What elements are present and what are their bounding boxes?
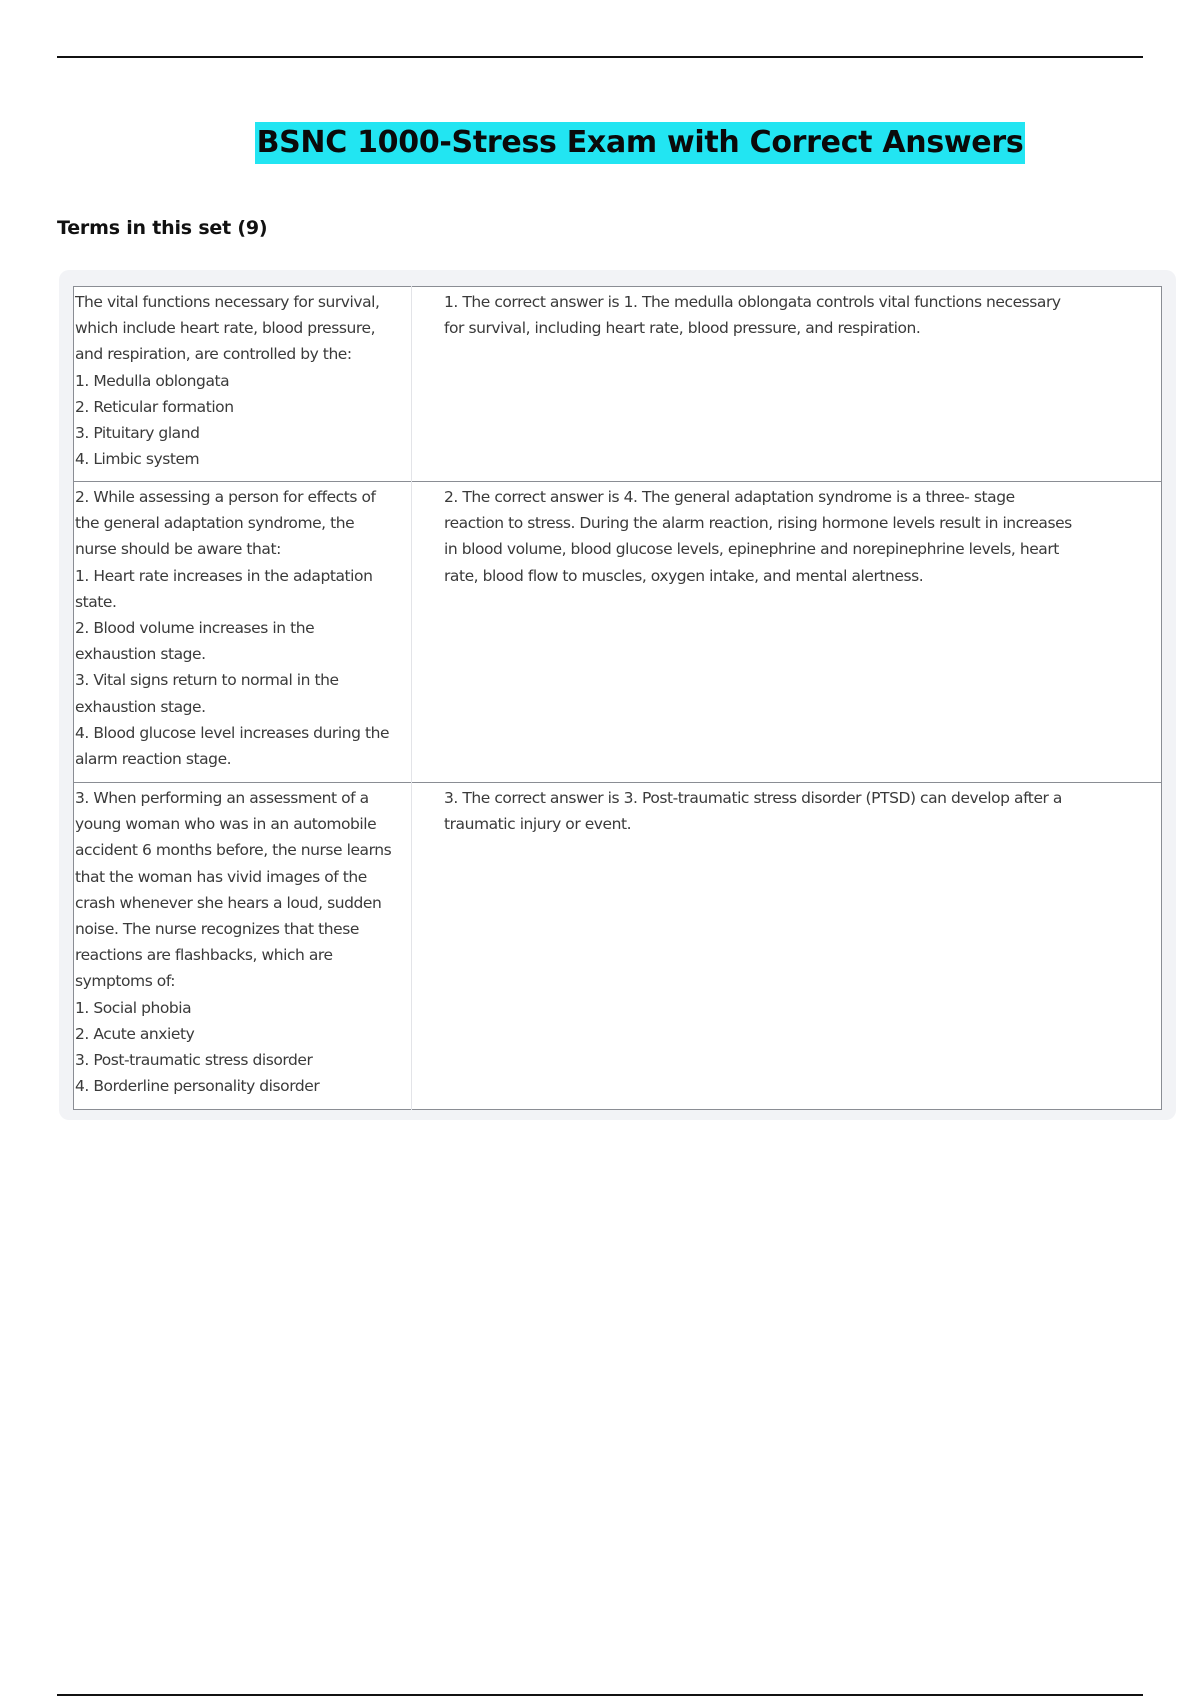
question-cell [74, 482, 412, 783]
answer-option: exhaustion stage. [75, 697, 206, 716]
question-line: 3. When performing an assessment of a [75, 789, 369, 807]
answer-option: 3. Post-traumatic stress disorder [75, 1051, 313, 1070]
answer-option: 4. Blood glucose level increases during the [75, 723, 390, 742]
answer-cell [412, 482, 1162, 783]
question-line: that the woman has vivid images of the [75, 867, 367, 886]
question-cell [74, 287, 412, 482]
answer-option: 1. Social phobia [75, 998, 192, 1017]
answer-line: traumatic injury or event. [444, 815, 632, 834]
title-container [0, 122, 1200, 164]
terms-set-heading: Terms in this set (9) [57, 217, 268, 239]
answer-line: 3. The correct answer is 3. Post-traumatic stress disorder (PTSD) can develop after a [444, 789, 1062, 807]
question-line: 2. While assessing a person for effects of [75, 488, 376, 506]
answer-line: 2. The correct answer is 4. The general adaptation syndrome is a three- stage [444, 488, 1015, 506]
question-line: noise. The nurse recognizes that these [75, 920, 359, 939]
question-line: which include heart rate, blood pressure, [75, 319, 376, 338]
question-line: the general adaptation syndrome, the [75, 514, 355, 533]
question-line: nurse should be aware that: [75, 540, 281, 559]
answer-option: 2. Reticular formation [75, 397, 234, 416]
answer-cell [412, 287, 1162, 482]
answer-option: 1. Medulla oblongata [75, 371, 230, 390]
question-line: The vital functions necessary for survival, [75, 293, 380, 311]
question-line: accident 6 months before, the nurse learns [75, 841, 392, 860]
answer-option: exhaustion stage. [75, 645, 206, 664]
answer-line: in blood volume, blood glucose levels, epinephrine and norepinephrine levels, heart [444, 540, 1059, 559]
header-rule [57, 56, 1143, 58]
question-line: symptoms of: [75, 972, 176, 991]
answer-option: 3. Pituitary gland [75, 424, 200, 443]
answer-option: 4. Borderline personality disorder [75, 1077, 320, 1096]
answer-option: 2. Acute anxiety [75, 1024, 195, 1043]
answer-option: 3. Vital signs return to normal in the [75, 671, 339, 690]
document-title: BSNC 1000-Stress Exam with Correct Answers [255, 122, 1026, 164]
answer-line: reaction to stress. During the alarm reaction, rising hormone levels result in increases [444, 514, 1072, 533]
answer-line: 1. The correct answer is 1. The medulla oblongata controls vital functions necessary [444, 293, 1061, 311]
term-row [74, 783, 1162, 1110]
answer-option: 4. Limbic system [75, 450, 200, 469]
terms-table [73, 286, 1162, 1110]
question-line: and respiration, are controlled by the: [75, 345, 352, 364]
answer-option: 1. Heart rate increases in the adaptation [75, 566, 373, 585]
answer-line: for survival, including heart rate, blood pressure, and respiration. [444, 319, 921, 338]
question-line: reactions are flashbacks, which are [75, 946, 333, 965]
answer-option: 2. Blood volume increases in the [75, 619, 315, 638]
answer-line: rate, blood flow to muscles, oxygen intake, and mental alertness. [444, 566, 924, 585]
question-cell [74, 783, 412, 1110]
answer-option: state. [75, 592, 117, 611]
question-line: young woman who was in an automobile [75, 815, 377, 834]
term-row [74, 287, 1162, 482]
answer-cell [412, 783, 1162, 1110]
footer-rule [57, 1694, 1143, 1696]
term-row [74, 482, 1162, 783]
question-line: crash whenever she hears a loud, sudden [75, 893, 382, 912]
answer-option: alarm reaction stage. [75, 750, 232, 769]
